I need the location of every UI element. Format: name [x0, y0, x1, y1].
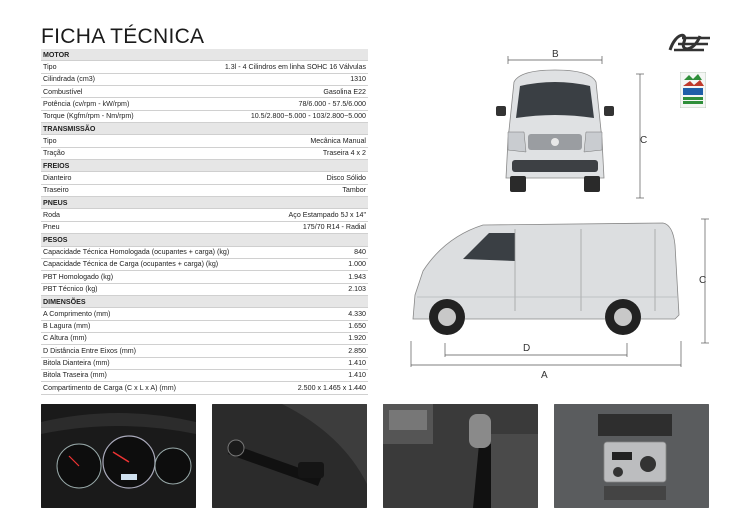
spec-row [41, 382, 368, 394]
center-console-photo [554, 404, 709, 508]
spec-label: Dianteiro [43, 173, 72, 182]
spec-value: 1.000 [348, 260, 366, 269]
dimension-b-label: B [552, 49, 559, 60]
dimension-a-label: A [541, 370, 548, 381]
van-side-view [405, 215, 715, 385]
spec-row [41, 222, 368, 234]
spec-label: PBT Técnico (kg) [43, 285, 98, 294]
spec-label: Capacidade Técnica Homologada (ocupantes + carga) (kg) [43, 248, 230, 256]
dashboard-gauges-photo [41, 404, 196, 508]
spec-label: Bitola Traseira (mm) [43, 371, 107, 380]
spec-value: 1310 [350, 75, 366, 84]
dimension-c-side-label: C [699, 275, 707, 286]
spec-value: 2.103 [348, 285, 366, 294]
spec-row [41, 247, 368, 259]
spec-value: 2.850 [348, 346, 366, 355]
spec-value: 1.650 [348, 322, 366, 331]
spec-value: 840 [354, 248, 366, 256]
spec-row [41, 333, 368, 345]
spec-label: C Altura (mm) [43, 334, 87, 343]
spec-label: Roda [43, 210, 60, 219]
spec-label: PBT Homologado (kg) [43, 272, 114, 281]
spec-row [41, 209, 368, 221]
spec-value: 4.330 [348, 309, 366, 318]
spec-row [41, 98, 368, 110]
spec-row [41, 271, 368, 283]
spec-value: 2.500 x 1.465 x 1.440 [297, 383, 366, 392]
page-title: FICHA TÉCNICA [41, 25, 205, 48]
spec-label: Cilindrada (cm3) [43, 75, 96, 84]
spec-value: 1.410 [348, 371, 366, 380]
spec-label: Pneu [43, 223, 60, 232]
spec-label: Tração [43, 149, 65, 158]
brand-logo [664, 28, 714, 58]
section-header: MOTOR [41, 49, 368, 61]
gear-shifter-photo [383, 404, 538, 508]
spec-row [41, 148, 368, 160]
spec-value: Aço Estampado 5J x 14" [288, 210, 366, 219]
spec-value: 1.3l - 4 Cilindros em linha SOHC 16 Válvulas [224, 62, 366, 71]
spec-label: Capacidade Técnica de Carga (ocupantes + carga) (kg) [43, 260, 219, 269]
spec-value: Tambor [342, 186, 366, 195]
spec-value: 1.943 [348, 272, 366, 281]
spec-row [41, 370, 368, 382]
spec-label: D Distância Entre Eixos (mm) [43, 346, 137, 355]
spec-row [41, 308, 368, 320]
section-header: DIMENSÕES [41, 296, 368, 308]
spec-row [41, 345, 368, 357]
section-header: PNEUS [41, 197, 368, 209]
spec-value: 1.410 [348, 359, 366, 368]
spec-table [41, 49, 368, 395]
spec-label: Combustível [43, 87, 83, 96]
dimension-c-label: C [640, 135, 648, 146]
spec-value: 175/70 R14 - Radial [302, 223, 366, 232]
spec-label: A Comprimento (mm) [43, 309, 111, 318]
spec-row [41, 185, 368, 197]
spec-label: Compartimento de Carga (C x L x A) (mm) [43, 383, 176, 392]
spec-row [41, 284, 368, 296]
spec-row [41, 61, 368, 73]
section-header: FREIOS [41, 160, 368, 172]
spec-value: 1.920 [348, 334, 366, 343]
spec-row [41, 135, 368, 147]
ibama-seal [680, 72, 706, 108]
steering-stalk-photo [212, 404, 367, 508]
spec-row [41, 259, 368, 271]
spec-row [41, 74, 368, 86]
spec-label: Tipo [43, 62, 57, 71]
spec-row [41, 172, 368, 184]
van-front-view [490, 48, 660, 208]
spec-row [41, 86, 368, 98]
spec-label: Bitola Dianteira (mm) [43, 359, 110, 368]
spec-value: 10.5/2.800~5.000 - 103/2.800~5.000 [250, 112, 366, 121]
section-header: PESOS [41, 234, 368, 246]
spec-value: Mecânica Manual [310, 136, 366, 145]
spec-label: Torque (Kgfm/rpm - Nm/rpm) [43, 112, 134, 121]
spec-value: 78/6.000 - 57.5/6.000 [298, 99, 366, 108]
spec-label: Potência (cv/rpm - kW/rpm) [43, 99, 130, 108]
spec-row [41, 111, 368, 123]
spec-value: Gasolina E22 [323, 87, 366, 96]
spec-value: Disco Sólido [326, 173, 366, 182]
spec-row [41, 321, 368, 333]
dimension-d-label: D [523, 343, 531, 354]
spec-label: B Lagura (mm) [43, 322, 91, 331]
spec-value: Traseira 4 x 2 [322, 149, 366, 158]
spec-label: Tipo [43, 136, 57, 145]
section-header: TRANSMISSÃO [41, 123, 368, 135]
spec-label: Traseiro [43, 186, 69, 195]
spec-row [41, 358, 368, 370]
